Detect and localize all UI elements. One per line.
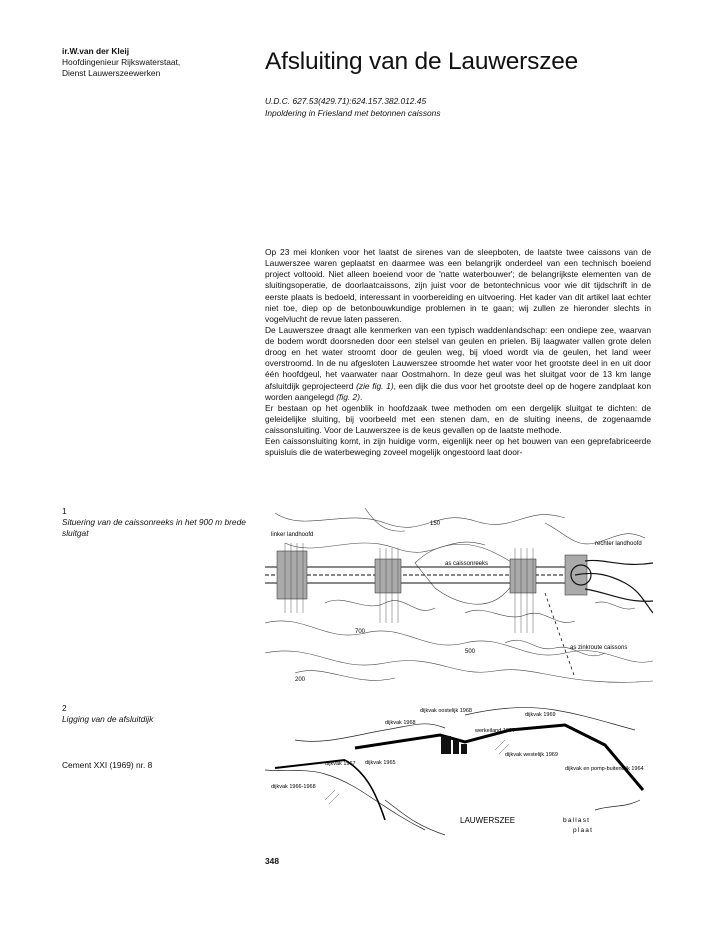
figure-1-map (265, 503, 653, 693)
label-dijkvak-1968: dijkvak 1968 (385, 720, 416, 726)
label-c: dijkvak 1966-1968 (271, 784, 316, 790)
label-h: dijkvak en pomp-buitendijk 1964 (565, 766, 644, 772)
label-sink-route: as zinkroute caissons (570, 645, 628, 651)
figure-1-caption-text: Situering van de caissonreeks in het 900 m brede sluitgat (62, 517, 246, 538)
page-number: 348 (265, 856, 279, 866)
label-f: dijkvak 1965 (365, 760, 396, 766)
paragraph-3: Er bestaan op het ogenblik in hoofdzaak twee methoden om een dergelijk sluitgat te dichten: de geleidelijke sluiting, bij voorbeeld met een stenen dam, en de sluiting ineens, de zogenaamde caissonsluiting. Voor de Lauwerszee is de keus gevallen op de laatste methode. (265, 402, 651, 435)
label-depth-200: 200 (295, 677, 306, 683)
paragraph-2 (265, 325, 651, 403)
figure-1-drawing (265, 503, 653, 693)
author-name: ir.W.van der Kleij (62, 46, 130, 56)
label-d: dijkvak 1967 (325, 761, 356, 767)
figure-1-number: 1 (62, 506, 67, 516)
figure-2-drawing (265, 700, 653, 838)
label-lauwerszee: LAUWERSZEE (460, 816, 516, 825)
label-depth-150: 150 (430, 521, 441, 527)
paragraph-2-text-c: . (360, 391, 363, 402)
figure-2-caption-text: Ligging van de afsluitdijk (62, 714, 154, 724)
figure-reference-1: (zie fig. 1) (356, 380, 394, 391)
figure-1-caption (62, 506, 247, 539)
paragraph-2-text-b: , een dijk die dus voor het grootste deel op de hogere zandplaat kon worden aangelegd (265, 380, 651, 402)
label-depth-700: 700 (355, 629, 366, 635)
article-subtitle: Inpoldering in Friesland met betonnen caissons (265, 107, 441, 118)
paragraph-4: Een caissonsluiting komt, in zijn huidige vorm, eigenlijk neer op het bouwen van een geprefabriceerde spuisluis die de waterbeweging zoveel mogelijk ongestoord laat door- (265, 436, 651, 458)
paragraph-2-text-a: De Lauwerszee draagt alle kenmerken van een typisch waddenlandschap: een ondiepe zee, waarvan de bodem wordt doorsneden door een stelsel van geulen en prielen. Bij laagwater vallen grote delen droog en het water stroomt door de geulen weg, bij vloed wordt via de geulen, het land weer overstroomd. In de nu afgesloten Lauwerszee stroomde het water voor het grootste deel in en uit door één hoofdgeul, het vaarwater naar Oostmahorn. In deze geul was het sluitgat voor de 13 km lange afsluitdijk geprojecteerd (265, 324, 651, 391)
label-plaat: plaat (573, 827, 594, 834)
article-body (265, 247, 651, 458)
article-meta (265, 96, 565, 119)
label-a: dijkvak oostelijk 1968 (420, 708, 472, 714)
label-depth-500: 500 (465, 649, 476, 655)
paragraph-1: Op 23 mei klonken voor het laatst de sirenes van de sleepboten, de laatste twee caissons van de Lauwerszee waren geplaatst en daarmee was een belangrijk onderdeel van een technisch boeiend project voltooid. Niet alleen boeiend voor de 'natte waterbouwer'; de belangrijkste elementen van de sluitingsoperatie, de doorlaatcaissons, zijn juist voor de betontechnicus voor wie dit tijdschrift in de eerste plaats is bedoeld, interessant in voorbereiding en uitvoering. Het kader van dit artikel laat echter niet toe, diep op de betonbouwkundige problemen in te gaan; wij zullen ze hieronder slechts in vogelvlucht de revue laten passeren. (265, 247, 651, 324)
author-block (62, 46, 242, 79)
label-b: werkeiland 1967 (475, 728, 516, 734)
author-role: Hoofdingenieur Rijkswaterstaat, (62, 57, 181, 67)
label-caisson-row: as caissonreeks (445, 561, 489, 567)
label-right-abutment: rechter landhoofd (595, 541, 642, 547)
figure-2-number: 2 (62, 703, 67, 713)
udc-code: U.D.C. 627.53(429.71):624.157.382.012.45 (265, 96, 427, 106)
figure-2-caption (62, 703, 247, 725)
journal-reference: Cement XXI (1969) nr. 8 (62, 760, 153, 770)
label-left-abutment: linker landhoofd (271, 532, 314, 538)
label-g: dijkvak 1969 (525, 712, 556, 718)
figure-reference-2: (fig. 2) (336, 391, 360, 402)
author-department: Dienst Lauwerszeewerken (62, 68, 161, 78)
figure-2-map (265, 700, 653, 838)
label-e: dijkvak westelijk 1969 (505, 752, 558, 758)
label-ballast: ballast (563, 817, 591, 824)
article-title: Afsluiting van de Lauwerszee (265, 48, 579, 75)
